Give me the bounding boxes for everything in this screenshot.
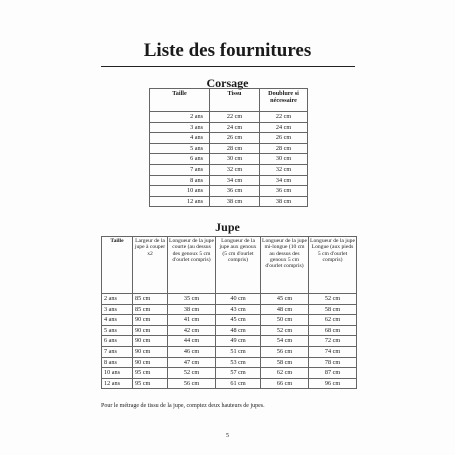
jupe-heading: Jupe xyxy=(215,220,240,234)
table-cell: 56 cm xyxy=(168,378,216,389)
table-cell: 34 cm xyxy=(260,175,308,186)
column-header: Largeur de la jupe à couper x2 xyxy=(133,237,168,294)
table-cell: 45 cm xyxy=(216,315,261,326)
table-cell: 26 cm xyxy=(210,133,260,144)
table-cell: 96 cm xyxy=(309,378,357,389)
table-cell: 10 ans xyxy=(102,368,133,379)
table-cell: 54 cm xyxy=(261,336,309,347)
table-cell: 26 cm xyxy=(260,133,308,144)
corsage-table xyxy=(149,88,308,207)
table-cell: 48 cm xyxy=(261,304,309,315)
table-cell: 52 cm xyxy=(261,325,309,336)
table-cell: 87 cm xyxy=(309,368,357,379)
column-header: Longueur de la jupe courte (au dessus des genoux 5 cm d'ourlet compris) xyxy=(168,237,216,294)
table-row xyxy=(150,196,308,207)
title-divider xyxy=(101,66,355,67)
table-cell: 30 cm xyxy=(210,154,260,165)
table-cell: 61 cm xyxy=(216,378,261,389)
table-cell: 42 cm xyxy=(168,325,216,336)
footnote: Pour le métrage de tissu de la jupe, comptez deux hauteurs de jupes. xyxy=(101,403,265,409)
table-row xyxy=(150,175,308,186)
column-header: Longueur de la jupe Longue (aux pieds 5 cm d'ourlet compris) xyxy=(309,237,357,294)
table-cell: 3 ans xyxy=(150,122,210,133)
table-row xyxy=(102,357,357,368)
table-cell: 7 ans xyxy=(102,346,133,357)
table-cell: 90 cm xyxy=(133,325,168,336)
table-cell: 32 cm xyxy=(260,164,308,175)
table-cell: 53 cm xyxy=(216,357,261,368)
column-header: Taille xyxy=(102,237,133,294)
table-cell: 5 ans xyxy=(102,325,133,336)
table-row xyxy=(102,304,357,315)
table-cell: 85 cm xyxy=(133,294,168,305)
table-cell: 49 cm xyxy=(216,336,261,347)
table-cell: 90 cm xyxy=(133,346,168,357)
table-cell: 35 cm xyxy=(168,294,216,305)
table-cell: 46 cm xyxy=(168,346,216,357)
column-header: Longueur de la jupe mi-longue (10 cm au dessus des genoux 5 cm d'ourlet compris) xyxy=(261,237,309,294)
table-header-row xyxy=(102,237,357,294)
table-row xyxy=(102,368,357,379)
table-row xyxy=(150,164,308,175)
page-title: Liste des fournitures xyxy=(143,40,312,61)
table-cell: 12 ans xyxy=(102,378,133,389)
table-cell: 2 ans xyxy=(102,294,133,305)
table-row xyxy=(102,294,357,305)
table-row xyxy=(150,112,308,123)
table-row xyxy=(102,336,357,347)
table-header-row xyxy=(150,89,308,112)
table-cell: 34 cm xyxy=(210,175,260,186)
table-cell: 2 ans xyxy=(150,112,210,123)
table-cell: 30 cm xyxy=(260,154,308,165)
column-header: Doublure si nécessaire xyxy=(260,89,308,112)
column-header: Tissu xyxy=(210,89,260,112)
table-cell: 95 cm xyxy=(133,378,168,389)
table-cell: 22 cm xyxy=(210,112,260,123)
table-cell: 36 cm xyxy=(260,186,308,197)
table-cell: 95 cm xyxy=(133,368,168,379)
table-cell: 51 cm xyxy=(216,346,261,357)
table-cell: 68 cm xyxy=(309,325,357,336)
table-cell: 8 ans xyxy=(150,175,210,186)
table-cell: 72 cm xyxy=(309,336,357,347)
table-cell: 90 cm xyxy=(133,357,168,368)
table-cell: 28 cm xyxy=(210,143,260,154)
column-header: Longueur de la jupe aux genoux (5 cm d'ourlet compris) xyxy=(216,237,261,294)
table-cell: 38 cm xyxy=(260,196,308,207)
table-cell: 28 cm xyxy=(260,143,308,154)
table-row xyxy=(150,154,308,165)
table-cell: 58 cm xyxy=(261,357,309,368)
table-cell: 62 cm xyxy=(261,368,309,379)
table-cell: 52 cm xyxy=(168,368,216,379)
table-cell: 66 cm xyxy=(261,378,309,389)
jupe-table xyxy=(101,236,357,389)
table-row xyxy=(102,315,357,326)
table-cell: 6 ans xyxy=(102,336,133,347)
table-cell: 12 ans xyxy=(150,196,210,207)
table-cell: 6 ans xyxy=(150,154,210,165)
table-row xyxy=(150,122,308,133)
table-cell: 44 cm xyxy=(168,336,216,347)
table-row xyxy=(102,378,357,389)
table-cell: 78 cm xyxy=(309,357,357,368)
table-cell: 5 ans xyxy=(150,143,210,154)
table-cell: 41 cm xyxy=(168,315,216,326)
table-cell: 45 cm xyxy=(261,294,309,305)
table-cell: 3 ans xyxy=(102,304,133,315)
table-row xyxy=(150,186,308,197)
table-cell: 10 ans xyxy=(150,186,210,197)
table-cell: 50 cm xyxy=(261,315,309,326)
table-cell: 8 ans xyxy=(102,357,133,368)
table-cell: 32 cm xyxy=(210,164,260,175)
table-cell: 57 cm xyxy=(216,368,261,379)
table-row xyxy=(150,143,308,154)
page-number: 5 xyxy=(226,433,229,439)
table-cell: 22 cm xyxy=(260,112,308,123)
table-cell: 38 cm xyxy=(168,304,216,315)
table-cell: 4 ans xyxy=(150,133,210,144)
table-cell: 40 cm xyxy=(216,294,261,305)
table-cell: 90 cm xyxy=(133,315,168,326)
table-cell: 43 cm xyxy=(216,304,261,315)
table-cell: 4 ans xyxy=(102,315,133,326)
column-header: Taille xyxy=(150,89,210,112)
table-cell: 48 cm xyxy=(216,325,261,336)
table-row xyxy=(150,133,308,144)
table-cell: 85 cm xyxy=(133,304,168,315)
table-cell: 58 cm xyxy=(309,304,357,315)
table-cell: 56 cm xyxy=(261,346,309,357)
table-cell: 7 ans xyxy=(150,164,210,175)
table-row xyxy=(102,346,357,357)
table-row xyxy=(102,325,357,336)
table-cell: 74 cm xyxy=(309,346,357,357)
table-cell: 47 cm xyxy=(168,357,216,368)
table-cell: 24 cm xyxy=(260,122,308,133)
table-cell: 38 cm xyxy=(210,196,260,207)
table-cell: 36 cm xyxy=(210,186,260,197)
corsage-heading: Corsage xyxy=(206,76,249,90)
table-cell: 52 cm xyxy=(309,294,357,305)
table-cell: 24 cm xyxy=(210,122,260,133)
table-cell: 90 cm xyxy=(133,336,168,347)
table-cell: 62 cm xyxy=(309,315,357,326)
